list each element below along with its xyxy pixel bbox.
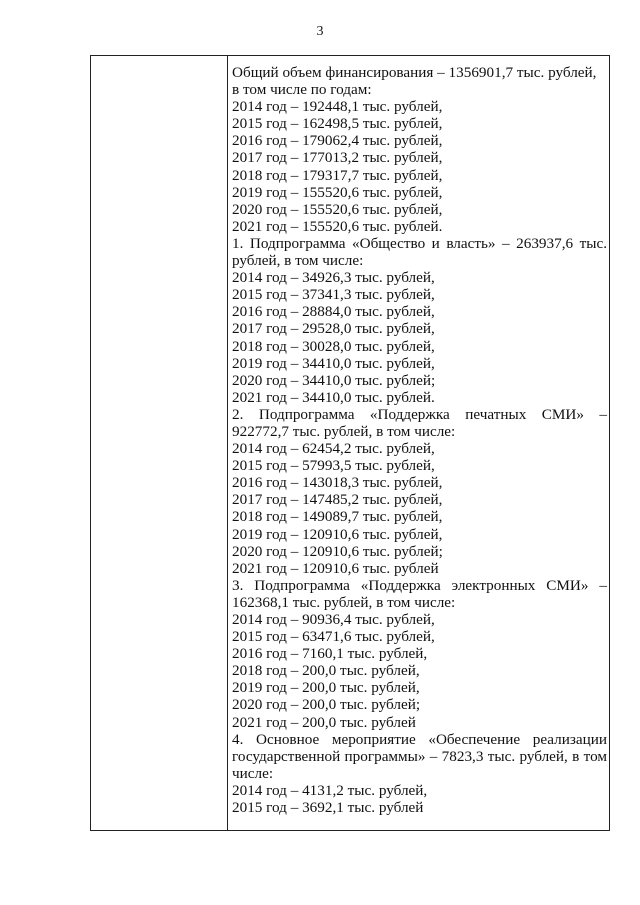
text-line: 2015 год – 3692,1 тыс. рублей bbox=[232, 799, 424, 817]
text-line: Общий объем финансирования – 1356901,7 тыс. рублей, bbox=[232, 64, 597, 81]
text-line: 2015 год – 63471,6 тыс. рублей, bbox=[232, 628, 435, 646]
text-line: 2018 год – 200,0 тыс. рублей, bbox=[232, 662, 420, 680]
text-line: 2020 год – 155520,6 тыс. рублей, bbox=[232, 200, 443, 218]
financing-text-cell bbox=[232, 64, 607, 816]
text-line: в том числе по годам: bbox=[232, 81, 372, 99]
text-line: рублей, в том числе: bbox=[232, 252, 364, 270]
text-line: 2018 год – 179317,7 тыс. рублей, bbox=[232, 166, 443, 184]
text-line: 2015 год – 37341,3 тыс. рублей, bbox=[232, 286, 435, 304]
text-line: 2015 год – 162498,5 тыс. рублей, bbox=[232, 115, 443, 133]
text-line: 2015 год – 57993,5 тыс. рублей, bbox=[232, 457, 435, 475]
text-line: 2014 год – 4131,2 тыс. рублей, bbox=[232, 781, 428, 799]
text-line: 2021 год – 155520,6 тыс. рублей. bbox=[232, 217, 443, 235]
text-line: 3. Подпрограмма «Поддержка электронных СМИ» – bbox=[232, 576, 607, 594]
text-line: 162368,1 тыс. рублей, в том числе: bbox=[232, 593, 456, 611]
text-line: 2021 год – 200,0 тыс. рублей bbox=[232, 713, 416, 731]
text-line: 2014 год – 192448,1 тыс. рублей, bbox=[232, 98, 443, 116]
text-line: 2018 год – 149089,7 тыс. рублей, bbox=[232, 508, 443, 526]
text-line: 2018 год – 30028,0 тыс. рублей, bbox=[232, 337, 435, 355]
text-line: 2019 год – 155520,6 тыс. рублей, bbox=[232, 183, 443, 201]
text-line: 2019 год – 34410,0 тыс. рублей, bbox=[232, 354, 435, 372]
text-line: 2014 год – 34926,3 тыс. рублей, bbox=[232, 269, 435, 287]
text-line: 2. Подпрограмма «Поддержка печатных СМИ» – bbox=[232, 405, 607, 423]
column-divider bbox=[227, 56, 228, 830]
text-line: 2014 год – 90936,4 тыс. рублей, bbox=[232, 611, 435, 628]
text-line: 2016 год – 28884,0 тыс. рублей, bbox=[232, 303, 435, 321]
text-line: государственной программы» – 7823,3 тыс. рублей, в том bbox=[232, 747, 607, 765]
text-line: 2014 год – 62454,2 тыс. рублей, bbox=[232, 440, 435, 458]
text-line: 2020 год – 120910,6 тыс. рублей; bbox=[232, 542, 443, 560]
text-line: 2021 год – 34410,0 тыс. рублей. bbox=[232, 388, 435, 406]
text-line: 2016 год – 179062,4 тыс. рублей, bbox=[232, 132, 443, 150]
text-line: числе: bbox=[232, 764, 274, 782]
text-line: 2016 год – 143018,3 тыс. рублей, bbox=[232, 474, 443, 492]
text-line: 2020 год – 200,0 тыс. рублей; bbox=[232, 696, 421, 714]
text-line: 2017 год – 147485,2 тыс. рублей, bbox=[232, 491, 443, 509]
text-line: 922772,7 тыс. рублей, в том числе: bbox=[232, 422, 456, 440]
text-line: 2017 год – 177013,2 тыс. рублей, bbox=[232, 149, 443, 167]
text-line: 2019 год – 120910,6 тыс. рублей, bbox=[232, 525, 443, 543]
financing-table bbox=[90, 55, 610, 831]
text-line: 2016 год – 7160,1 тыс. рублей, bbox=[232, 645, 428, 663]
text-line: 2021 год – 120910,6 тыс. рублей bbox=[232, 559, 439, 577]
text-line: 2020 год – 34410,0 тыс. рублей; bbox=[232, 371, 436, 389]
page-number: 3 bbox=[316, 24, 324, 39]
text-line: 2019 год – 200,0 тыс. рублей, bbox=[232, 679, 420, 697]
text-line: 1. Подпрограмма «Общество и власть» – 263937,6 тыс. bbox=[232, 234, 607, 252]
text-line: 4. Основное мероприятие «Обеспечение реализации bbox=[232, 730, 607, 748]
text-line: 2017 год – 29528,0 тыс. рублей, bbox=[232, 320, 435, 338]
